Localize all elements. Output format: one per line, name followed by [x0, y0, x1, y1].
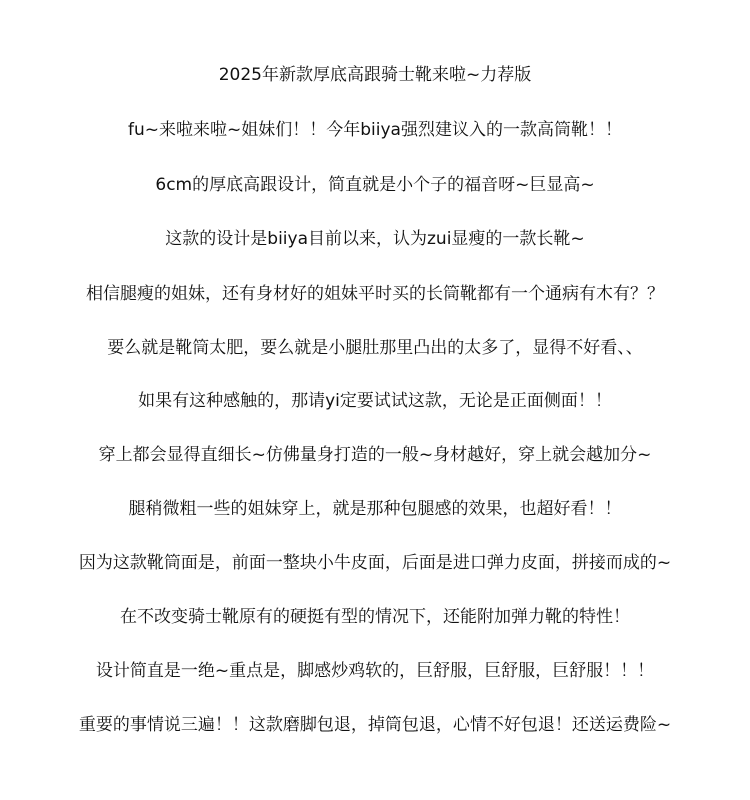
- text-line: 设计简直是一绝~重点是，脚感炒鸡软的，巨舒服，巨舒服，巨舒服！！！: [95, 661, 655, 681]
- article-title: 2025年新款厚底高跟骑士靴来啦~力荐版: [218, 65, 532, 85]
- text-line: 重要的事情说三遍！！这款磨脚包退，掉筒包退，心情不好包退！还送运费险~: [78, 715, 672, 735]
- text-line: fu~来啦来啦~姐妹们！！今年biiya强烈建议入的一款高筒靴！！: [128, 120, 622, 140]
- text-line: 6cm的厚底高跟设计，简直就是小个子的福音呀~巨显高~: [155, 175, 595, 195]
- text-line: 穿上都会显得直细长~仿佛量身打造的一般~身材越好，穿上就会越加分~: [98, 445, 652, 465]
- text-line: 相信腿瘦的姐妹，还有身材好的姐妹平时买的长筒靴都有一个通病有木有？？: [86, 284, 664, 304]
- text-line: 腿稍微粗一些的姐妹穿上，就是那种包腿感的效果，也超好看！！: [128, 499, 622, 519]
- text-line: 要么就是靴筒太肥，要么就是小腿肚那里凸出的太多了，显得不好看、、: [107, 338, 643, 358]
- text-line: 这款的设计是biiya目前以来，认为zui显瘦的一款长靴~: [165, 229, 585, 249]
- text-line: 因为这款靴筒面是，前面一整块小牛皮面，后面是进口弹力皮面，拼接而成的~: [78, 553, 672, 573]
- text-line: 在不改变骑士靴原有的硬挺有型的情况下，还能附加弹力靴的特性！: [120, 607, 630, 627]
- text-line: 如果有这种感触的，那请yi定要试试这款，无论是正面侧面！！: [138, 391, 612, 411]
